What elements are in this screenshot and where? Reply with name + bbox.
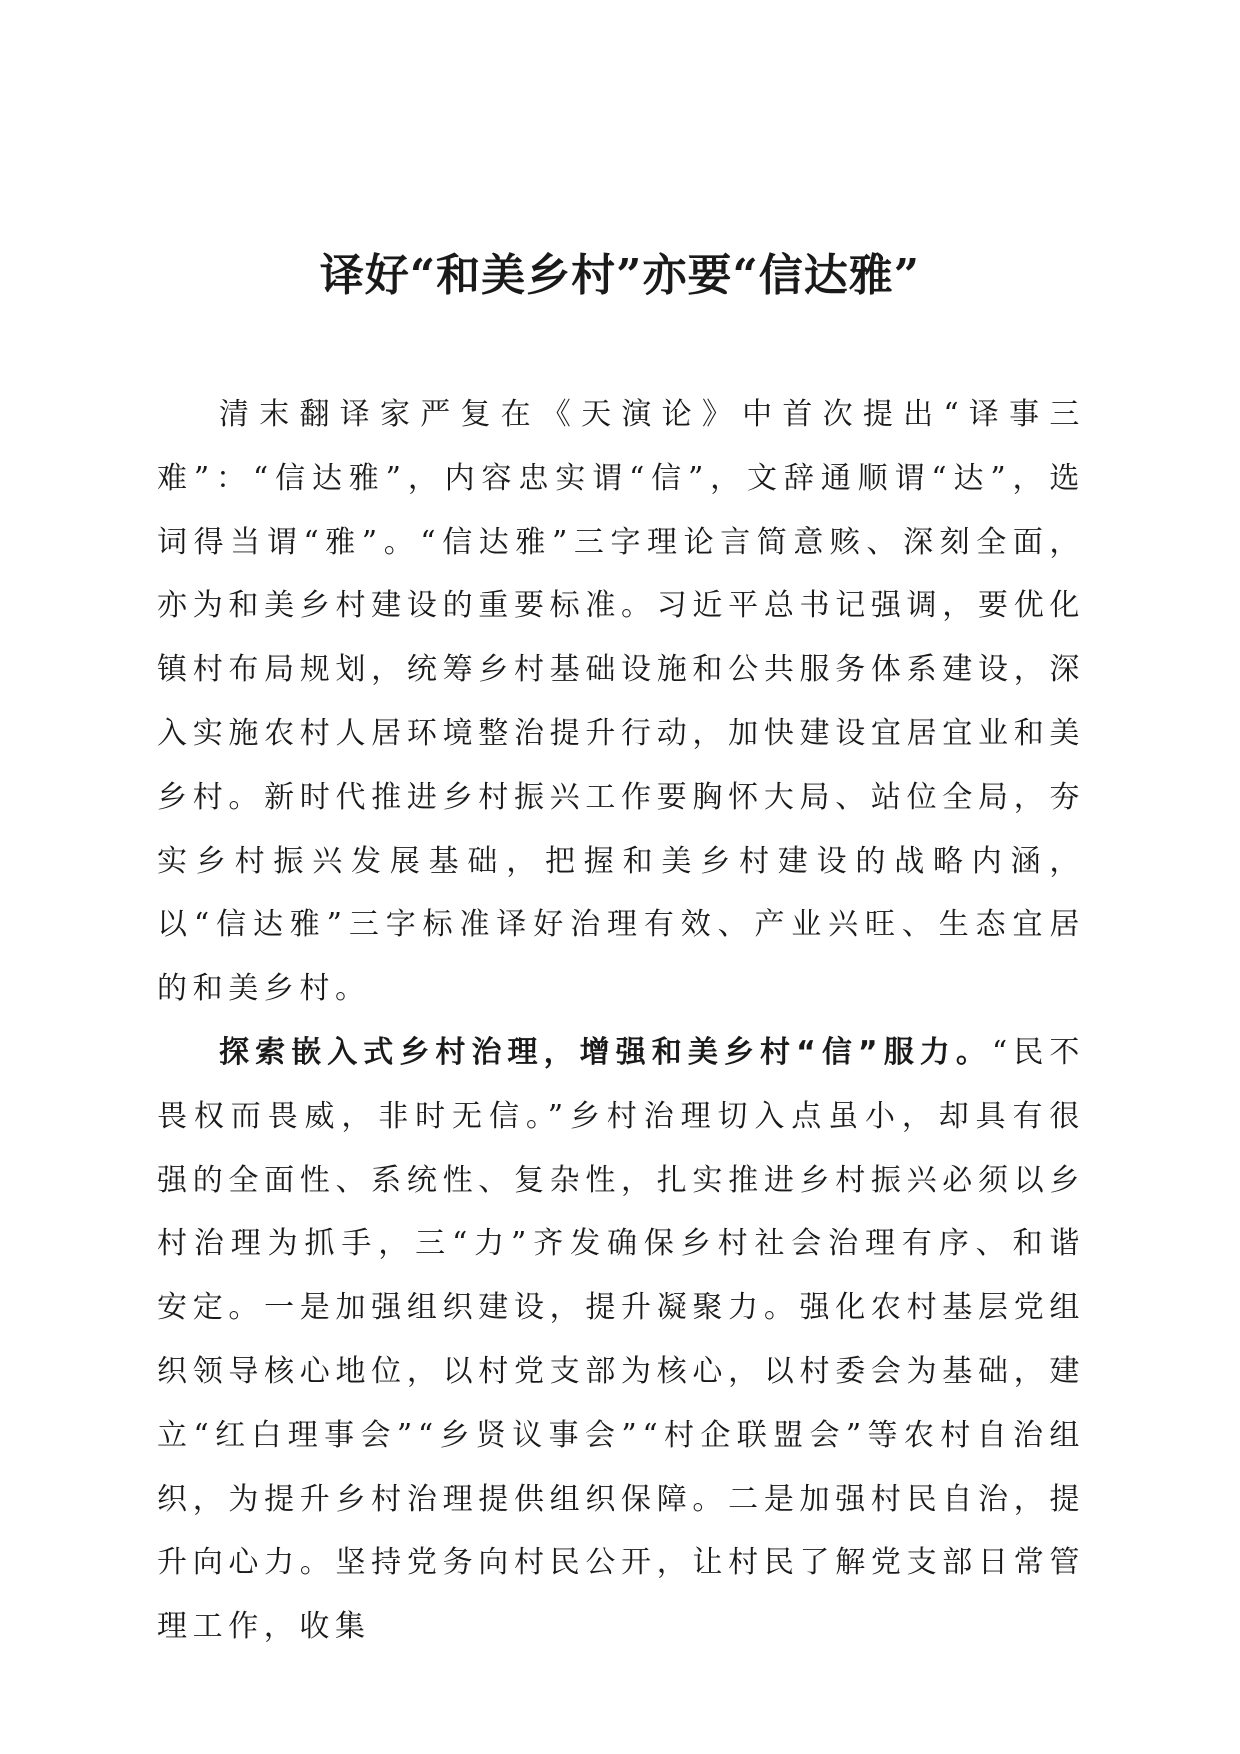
paragraph-text: “民不畏权而畏威，非时无信。”乡村治理切入点虽小，却具有很强的全面性、系统性、复杂性，扎实推进乡村振兴必须以乡村治理为抓手，三“力”齐发确保乡村社会治理有序、和谐安定。一是加强组织建设，提升凝聚力。强化农村基层党组织领导核心地位，以村党支部为核心，以村委会为基础，建立“红白理事会”“乡贤议事会”“村企联盟会”等农村自治组织，为提升乡村治理提供组织保障。二是加强村民自治，提升向心力。坚持党务向村民公开，让村民了解党支部日常管理工作，收集: [157, 1034, 1085, 1645]
article-body: [157, 383, 1085, 1659]
article-title: 译好“和美乡村”亦要“信达雅”: [319, 250, 921, 301]
paragraph-intro: [157, 383, 1085, 1021]
paragraph-text: 清末翻译家严复在《天演论》中首次提出“译事三难”：“信达雅”，内容忠实谓“信”，文辞通顺谓“达”，选词得当谓“雅”。“信达雅”三字理论言简意赅、深刻全面，亦为和美乡村建设的重要标准。习近平总书记强调，要优化镇村布局规划，统筹乡村基础设施和公共服务体系建设，深入实施农村人居环境整治提升行动，加快建设宜居宜业和美乡村。新时代推进乡村振兴工作要胸怀大局、站位全局，夯实乡村振兴发展基础，把握和美乡村建设的战略内涵，以“信达雅”三字标准译好治理有效、产业兴旺、生态宜居的和美乡村。: [157, 397, 1085, 1007]
paragraph-governance: [157, 1021, 1085, 1659]
paragraph-lead: 探索嵌入式乡村治理，增强和美乡村“信”服力。: [219, 1034, 992, 1070]
